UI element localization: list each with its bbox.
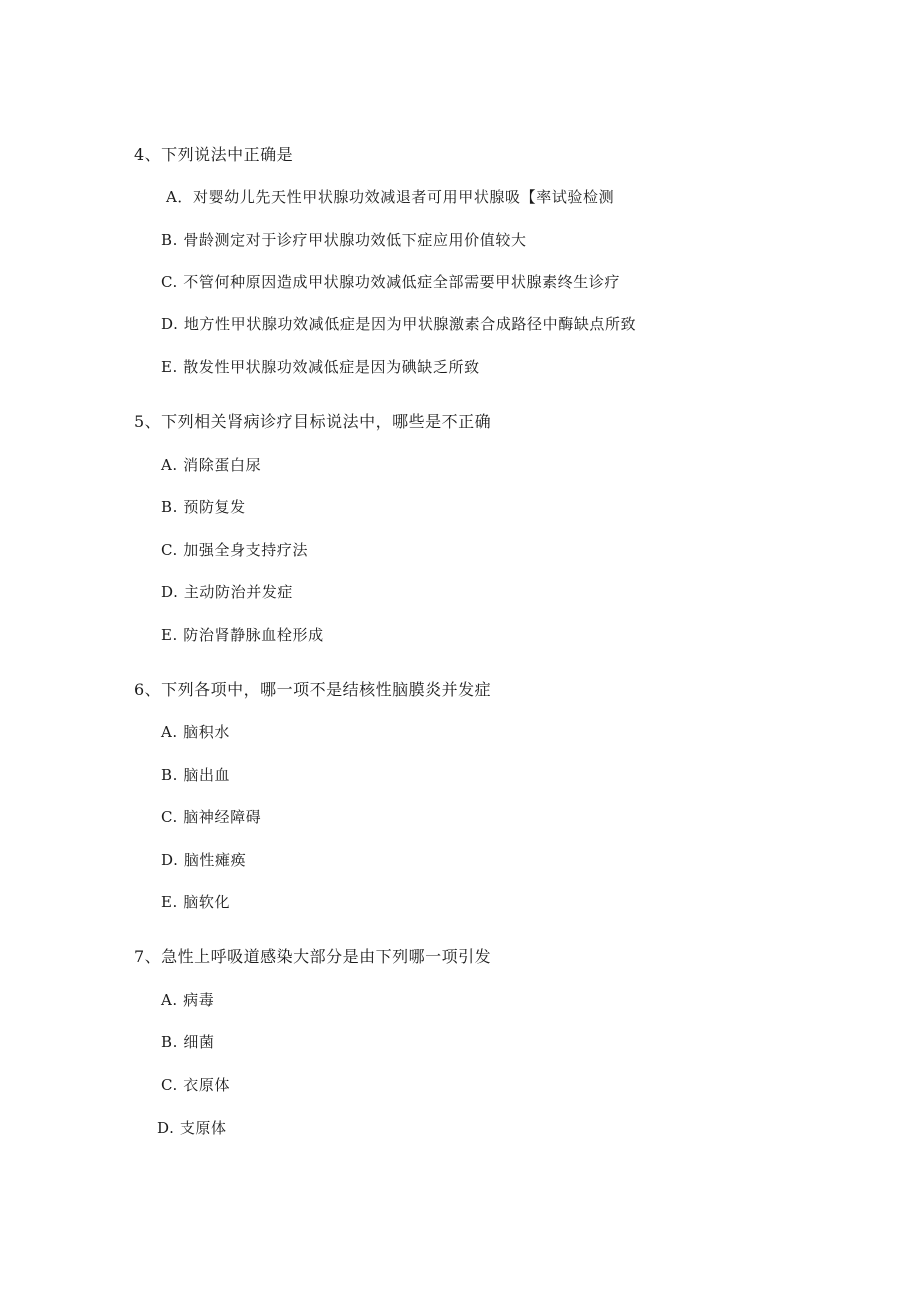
question-5-option-a: A. 消除蛋白尿	[161, 456, 262, 474]
question-5-option-b: B. 预防复发	[161, 498, 246, 516]
question-7-option-b: B. 细菌	[161, 1033, 215, 1051]
question-5-option-c: C. 加强全身支持疗法	[161, 541, 309, 559]
question-4-option-e: E. 散发性甲状腺功效减低症是因为碘缺乏所致	[161, 358, 480, 376]
question-4-option-d: D. 地方性甲状腺功效减低症是因为甲状腺激素合成路径中酶缺点所致	[161, 315, 637, 333]
question-4-title: 4、下列说法中正确是	[134, 145, 294, 164]
question-7-title: 7、急性上呼吸道感染大部分是由下列哪一项引发	[134, 947, 492, 966]
question-5-option-d: D. 主动防治并发症	[161, 583, 294, 601]
question-6-title: 6、下列各项中，哪一项不是结核性脑膜炎并发症	[134, 680, 492, 699]
question-4-option-c: C. 不管何种原因造成甲状腺功效减低症全部需要甲状腺素终生诊疗	[161, 273, 621, 291]
question-7-option-c: C. 衣原体	[161, 1076, 231, 1094]
question-6-option-b: B. 脑出血	[161, 766, 231, 784]
question-7-option-d: D. 支原体	[157, 1119, 227, 1137]
question-6-option-c: C. 脑神经障碍	[161, 808, 262, 826]
question-4-option-b: B. 骨龄测定对于诊疗甲状腺功效低下症应用价值较大	[161, 231, 527, 249]
question-5-title: 5、下列相关肾病诊疗目标说法中，哪些是不正确	[134, 412, 492, 431]
question-5-option-e: E. 防治肾静脉血栓形成	[161, 626, 324, 644]
question-6-option-a: A. 脑积水	[161, 723, 230, 741]
question-7-option-a: A. 病毒	[161, 991, 215, 1009]
question-6-option-e: E. 脑软化	[161, 893, 231, 911]
question-6-option-d: D. 脑性瘫痪	[161, 851, 247, 869]
question-4-option-a: A．对婴幼儿先天性甲状腺功效减退者可用甲状腺吸【率试验检测	[166, 188, 615, 206]
